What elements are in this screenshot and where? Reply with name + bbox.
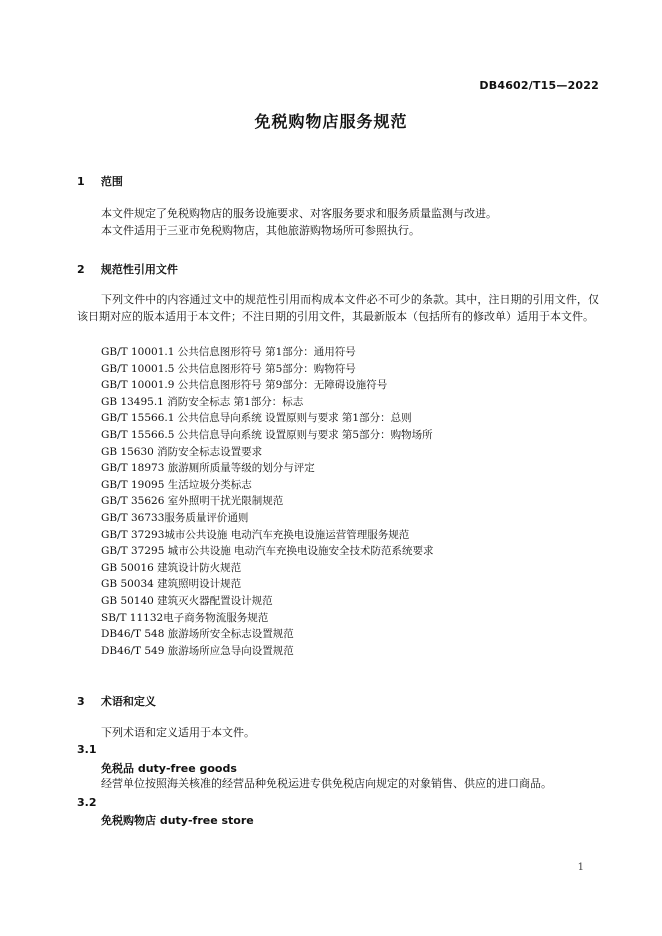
section-title: 规范性引用文件 — [100, 263, 178, 276]
reference-item: GB/T 35626 室外照明干扰光限制规范 — [101, 495, 284, 508]
reference-item: GB 50140 建筑灭火器配置设计规范 — [101, 594, 273, 607]
section-heading-scope — [77, 173, 123, 189]
section-number: 3 — [77, 695, 85, 708]
reference-item: GB 15630 消防安全标志设置要求 — [101, 445, 263, 458]
document-code: DB4602/T15—2022 — [479, 79, 599, 92]
page-number: 1 — [577, 862, 584, 873]
reference-item: GB/T 37295 城市公共设施 电动汽车充换电设施安全技术防范系统要求 — [101, 545, 434, 558]
section-title: 术语和定义 — [100, 695, 156, 708]
section-heading-terms-definitions — [77, 693, 156, 709]
section-title: 范围 — [100, 175, 123, 188]
reference-item: DB46/T 549 旅游场所应急导向设置规范 — [101, 644, 294, 657]
paragraph-intro: 下列文件中的内容通过文中的规范性引用而构成本文件必不可少的条款。其中，注日期的引用文件，仅该日期对应的版本适用于本文件；不注日期的引用文件，其最新版本（包括所有的修改单）适用于本文件。 — [77, 293, 599, 323]
reference-item: GB 50034 建筑照明设计规范 — [101, 578, 242, 591]
reference-item: GB/T 37293城市公共设施 电动汽车充换电设施运营管理服务规范 — [101, 528, 410, 541]
paragraph: 本文件规定了免税购物店的服务设施要求、对客服务要求和服务质量监测与改进。 — [101, 207, 497, 220]
term-heading: 免税品 duty-free goods — [101, 762, 237, 775]
term-definition: 经营单位按照海关核准的经营品种免税运进专供免税店向规定的对象销售、供应的进口商品。 — [101, 777, 552, 790]
term-heading: 免税购物店 duty-free store — [101, 814, 254, 827]
reference-item: DB46/T 548 旅游场所安全标志设置规范 — [101, 628, 294, 641]
reference-item: GB/T 10001.9 公共信息图形符号 第9部分：无障碍设施符号 — [101, 379, 388, 392]
reference-item: GB/T 15566.1 公共信息导向系统 设置原则与要求 第1部分：总则 — [101, 412, 412, 425]
section-heading-normative-references — [77, 261, 178, 277]
reference-item: GB/T 15566.5 公共信息导向系统 设置原则与要求 第5部分：购物场所 — [101, 428, 433, 441]
reference-item: GB/T 10001.5 公共信息图形符号 第5部分：购物符号 — [101, 362, 356, 375]
reference-list — [101, 344, 434, 659]
document-title: 免税购物店服务规范 — [254, 112, 408, 131]
paragraph: 本文件适用于三亚市免税购物店，其他旅游购物场所可参照执行。 — [101, 224, 420, 237]
clause-number: 3.1 — [77, 743, 97, 756]
reference-item: GB 13495.1 消防安全标志 第1部分：标志 — [101, 395, 304, 408]
reference-item: GB/T 19095 生活垃圾分类标志 — [101, 478, 252, 491]
section-number: 1 — [77, 175, 85, 188]
reference-item: GB/T 36733服务质量评价通则 — [101, 511, 249, 524]
reference-item: GB 50016 建筑设计防火规范 — [101, 561, 242, 574]
reference-item: GB/T 18973 旅游厕所质量等级的划分与评定 — [101, 462, 315, 475]
section-number: 2 — [77, 263, 85, 276]
reference-item: GB/T 10001.1 公共信息图形符号 第1部分：通用符号 — [101, 346, 356, 358]
reference-item: SB/T 11132电子商务物流服务规范 — [101, 611, 269, 624]
clause-number: 3.2 — [77, 796, 97, 809]
paragraph-intro: 下列术语和定义适用于本文件。 — [101, 726, 255, 739]
